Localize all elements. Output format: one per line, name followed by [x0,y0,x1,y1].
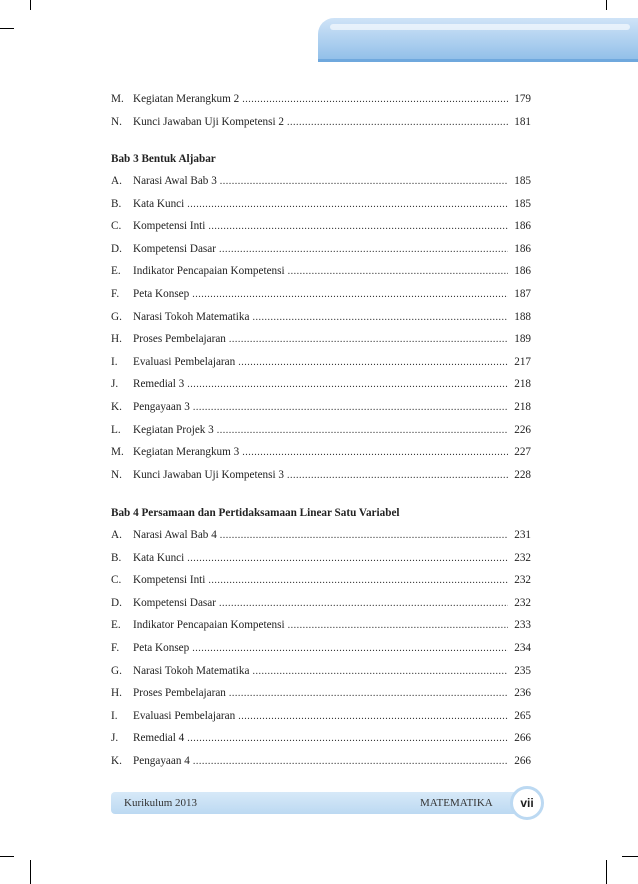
toc-entry [111,446,531,462]
toc-entry-title: Evaluasi Pembelajaran [133,355,236,368]
toc-entry-page: 235 [514,664,531,677]
toc-entry-letter: I. [111,355,118,368]
toc-entry-letter: H. [111,687,122,700]
toc-entry [111,552,531,568]
toc-entry [111,288,531,304]
toc-entry [111,424,531,440]
toc-leader-dots [287,117,508,128]
toc-entry [111,378,531,394]
toc-entry-title: Kegiatan Merangkum 3 [133,446,240,459]
toc-entry-page: 186 [514,242,531,255]
toc-entry-page: 236 [514,687,531,700]
toc-entry-title: Kunci Jawaban Uji Kompetensi 2 [133,115,284,128]
toc-entry [111,710,531,726]
toc-leader-dots [187,553,508,564]
toc-entry-page: 266 [514,732,531,745]
toc-entry-title: Remedial 3 [133,378,185,391]
toc-leader-dots [238,711,508,722]
toc-leader-dots [229,334,508,345]
toc-entry-letter: H. [111,333,122,346]
footer-subject-label: MATEMATIKA [420,797,493,809]
toc-entry-page: 186 [514,220,531,233]
toc-leader-dots [193,756,508,767]
toc-entry [111,243,531,259]
toc-entry-page: 232 [514,551,531,564]
toc-leader-dots [238,357,508,368]
crop-mark [30,0,31,10]
toc-entry-page: 227 [514,446,531,459]
toc-entry [111,333,531,349]
toc-entry-page: 234 [514,642,531,654]
toc-leader-dots [242,94,508,105]
toc-entry-page: 232 [514,574,531,587]
toc-entry-title: Kompetensi Inti [133,220,206,233]
toc-entry-title: Indikator Pencapaian Kompetensi [133,265,285,278]
toc-entry-letter: E. [111,619,121,632]
toc-leader-dots [217,425,508,436]
toc-entry-title: Kompetensi Dasar [133,242,216,255]
section-heading: Bab 4 Persamaan dan Pertidaksamaan Linear Satu Variabel [111,507,400,519]
toc-entry-page: 226 [514,423,531,436]
toc-entry-title: Proses Pembelajaran [133,687,226,700]
toc-entry-title: Kunci Jawaban Uji Kompetensi 3 [133,468,284,481]
toc-entry-letter: B. [111,197,122,210]
toc-entry-page: 189 [514,333,531,346]
toc-leader-dots [288,620,508,631]
toc-entry-page: 179 [514,93,531,105]
toc-entry-letter: F. [111,642,120,654]
toc-entry-letter: G. [111,310,122,323]
toc-entry-letter: F. [111,288,120,300]
toc-entry [111,619,531,635]
toc-leader-dots [252,312,508,323]
toc-leader-dots [220,530,508,541]
toc-entry [111,642,531,658]
toc-entry-page: 187 [514,288,531,300]
toc-entry [111,198,531,214]
toc-entry-page: 233 [514,619,531,632]
toc-entry-letter: C. [111,574,122,587]
toc-entry-title: Narasi Awal Bab 4 [133,529,217,541]
toc-entry-page: 181 [514,115,531,128]
toc-entry-title: Indikator Pencapaian Kompetensi [133,619,285,632]
toc-leader-dots [187,199,508,210]
toc-entry-page: 217 [514,355,531,368]
toc-entry-title: Narasi Tokoh Matematika [133,664,250,677]
toc-entry [111,401,531,417]
toc-leader-dots [288,266,508,277]
toc-entry-page: 232 [514,596,531,609]
crop-mark [622,856,638,857]
toc-entry-title: Pengayaan 3 [133,401,190,413]
toc-entry [111,574,531,590]
toc-entry-letter: N. [111,468,122,481]
toc-entry [111,175,531,191]
crop-mark [30,860,31,884]
toc-leader-dots [193,402,508,413]
crop-mark [606,0,607,10]
toc-entry-title: Pengayaan 4 [133,755,190,767]
toc-entry-letter: K. [111,755,122,767]
toc-entry [111,687,531,703]
toc-entry-letter: D. [111,596,122,609]
toc-entry [111,93,531,109]
toc-leader-dots [287,470,508,481]
toc-entry-letter: N. [111,115,122,128]
toc-entry [111,265,531,281]
toc-entry-letter: G. [111,664,122,677]
toc-leader-dots [252,666,508,677]
toc-entry-title: Kata Kunci [133,197,185,210]
toc-entry-title: Narasi Awal Bab 3 [133,175,217,187]
toc-entry [111,732,531,748]
toc-entry-page: 185 [514,175,531,187]
toc-entry-letter: I. [111,709,118,722]
toc-entry-letter: A. [111,175,122,187]
page-number-badge [510,786,544,820]
toc-entry-letter: L. [111,423,121,436]
toc-entry-title: Peta Konsep [133,288,190,300]
toc-entry-page: 228 [514,468,531,481]
toc-entry-letter: D. [111,242,122,255]
toc-entry [111,529,531,545]
crop-mark [606,860,607,884]
toc-entry-title: Kata Kunci [133,551,185,564]
toc-entry-title: Proses Pembelajaran [133,333,226,346]
toc-leader-dots [220,176,508,187]
toc-entry-page: 218 [514,401,531,413]
toc-entry-page: 231 [514,529,531,541]
toc-entry-letter: M. [111,93,124,105]
toc-leader-dots [219,244,508,255]
section-heading: Bab 3 Bentuk Aljabar [111,153,216,165]
toc-entry [111,665,531,681]
toc-entry-page: 218 [514,378,531,391]
toc-entry [111,311,531,327]
toc-entry [111,116,531,132]
toc-leader-dots [192,643,508,654]
toc-leader-dots [187,733,508,744]
toc-entry-title: Narasi Tokoh Matematika [133,310,250,323]
toc-entry-page: 186 [514,265,531,278]
toc-leader-dots [208,575,508,586]
toc-entry [111,220,531,236]
crop-mark [0,28,14,29]
toc-entry-letter: J. [111,378,119,391]
toc-entry [111,356,531,372]
toc-entry-title: Kompetensi Dasar [133,596,216,609]
toc-leader-dots [229,688,508,699]
toc-entry [111,469,531,485]
toc-entry-page: 266 [514,755,531,767]
toc-leader-dots [192,289,508,300]
toc-entry [111,755,531,771]
toc-leader-dots [208,221,508,232]
toc-entry-page: 265 [514,709,531,722]
toc-entry-title: Kegiatan Merangkum 2 [133,93,240,105]
toc-entry-page: 188 [514,310,531,323]
toc-entry-title: Remedial 4 [133,732,185,745]
toc-entry-page: 185 [514,197,531,210]
toc-entry-letter: M. [111,446,124,459]
toc-leader-dots [219,598,508,609]
toc-entry-letter: J. [111,732,119,745]
toc-entry-title: Kegiatan Projek 3 [133,423,214,436]
toc-entry-letter: B. [111,551,122,564]
table-of-contents [111,0,531,780]
toc-entry-letter: A. [111,529,122,541]
crop-mark [0,856,14,857]
toc-entry-letter: K. [111,401,122,413]
toc-entry-title: Evaluasi Pembelajaran [133,709,236,722]
toc-leader-dots [187,379,508,390]
toc-entry-letter: C. [111,220,122,233]
toc-leader-dots [242,447,508,458]
toc-entry-letter: E. [111,265,121,278]
toc-entry [111,597,531,613]
page-number: vii [520,796,534,810]
footer-curriculum-label: Kurikulum 2013 [124,797,198,809]
toc-entry-title: Peta Konsep [133,642,190,654]
toc-entry-title: Kompetensi Inti [133,574,206,587]
